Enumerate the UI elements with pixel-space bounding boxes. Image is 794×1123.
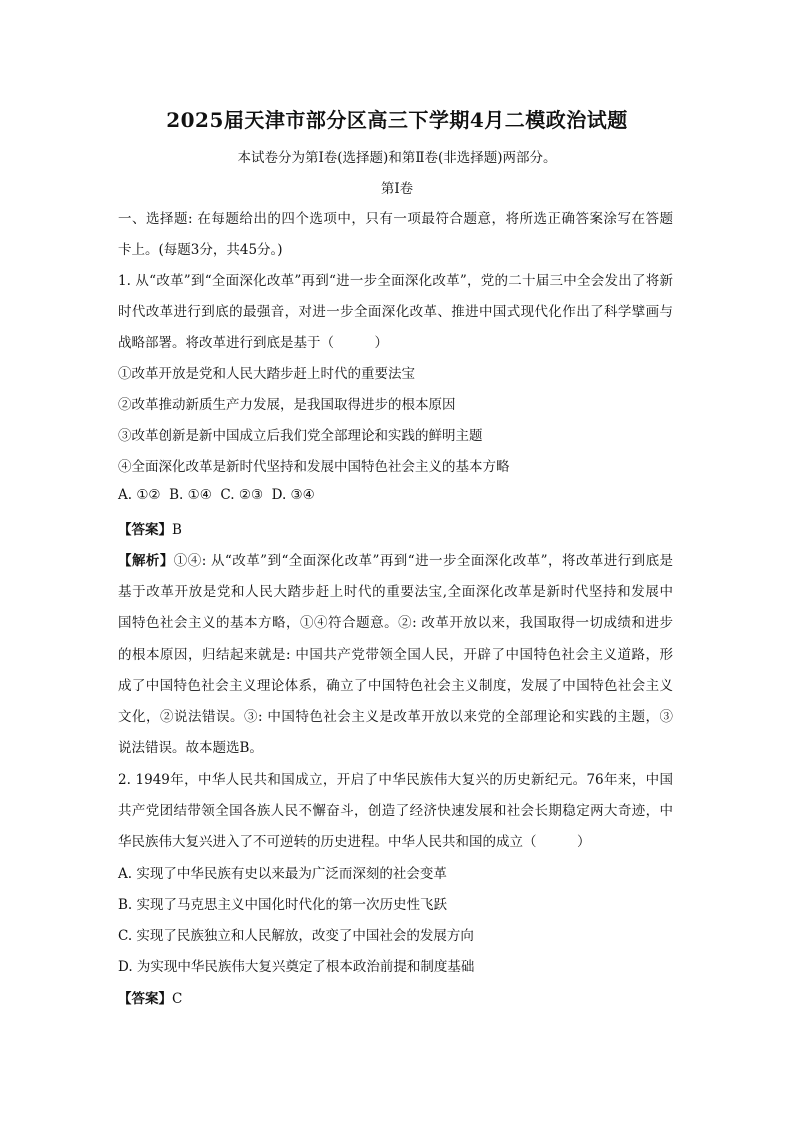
- instruction-line: 卡上。(每题3分，共45分。): [118, 242, 283, 258]
- question-2-option-c: C. 实现了民族独立和人民解放，改变了中国社会的发展方向: [118, 928, 474, 944]
- question-1-analysis-line: 文化，②说法错误。③: 中国特色社会主义是改革开放以来党的全部理论和实践的主题，③: [118, 709, 673, 725]
- question-1-item: ③改革创新是新中国成立后我们党全部理论和实践的鲜明主题: [118, 428, 483, 444]
- instruction-line: 一、选择题: 在每题给出的四个选项中，只有一项最符合题意，将所选正确答案涂写在答题: [118, 211, 673, 227]
- question-1-analysis-line: 成了中国特色社会主义理论体系，确立了中国特色社会主义制度，发展了中国特色社会主义: [118, 678, 673, 694]
- question-2-stem-line: 2. 1949年，中华人民共和国成立，开启了中华民族伟大复兴的历史新纪元。76年来，中国: [118, 772, 673, 788]
- question-2-option-b: B. 实现了马克思主义中国化时代化的第一次历史性飞跃: [118, 897, 448, 913]
- answer-value: B: [172, 522, 182, 538]
- question-1-item: ②改革推动新质生产力发展，是我国取得进步的根本原因: [118, 397, 456, 413]
- question-1-stem-line: 1. 从“改革”到“全面深化改革”再到“进一步全面深化改革”，党的二十届三中全会发出了将新: [118, 273, 673, 289]
- question-2-option-d: D. 为实现中华民族伟大复兴奠定了根本政治前提和制度基础: [118, 959, 475, 975]
- question-2-option-a: A. 实现了中华民族有史以来最为广泛而深刻的社会变革: [118, 866, 447, 882]
- analysis-label: 【解析】: [118, 553, 174, 569]
- question-1-analysis-line: [118, 549, 673, 569]
- answer-label: 【答案】: [118, 991, 172, 1007]
- question-1-item: ①改革开放是党和人民大踏步赶上时代的重要法宝: [118, 366, 415, 382]
- analysis-text: ①④: 从“改革”到“全面深化改革”再到“进一步全面深化改革”，将改革进行到底是: [173, 553, 674, 569]
- answer-value: C: [172, 991, 183, 1007]
- question-1-stem-line: 战略部署。将改革进行到底是基于（ ）: [118, 335, 388, 351]
- question-2-answer: [118, 987, 182, 1007]
- question-1-analysis-line: 国特色社会主义的基本方略，①④符合题意。②: 改革开放以来，我国取得一切成绩和进步: [118, 615, 673, 631]
- question-1-options: A. ①② B. ①④ C. ②③ D. ③④: [118, 487, 315, 503]
- question-1-item: ④全面深化改革是新时代坚持和发展中国特色社会主义的基本方略: [118, 459, 510, 475]
- question-2-stem-line: 华民族伟大复兴进入了不可逆转的历史进程。中华人民共和国的成立（ ）: [118, 834, 591, 850]
- question-2-stem-line: 共产党团结带领全国各族人民不懈奋斗，创造了经济快速发展和社会长期稳定两大奇迹，中: [118, 803, 673, 819]
- question-1-stem-line: 时代改革进行到底的最强音，对进一步全面深化改革、推进中国式现代化作出了科学擘画与: [118, 304, 673, 320]
- intro-text: 本试卷分为第Ⅰ卷(选择题)和第Ⅱ卷(非选择题)两部分。: [237, 150, 557, 166]
- question-1-analysis-line: 的根本原因，归结起来就是: 中国共产党带领全国人民，开辟了中国特色社会主义道路，形: [118, 647, 673, 663]
- answer-label: 【答案】: [118, 522, 172, 538]
- question-1-analysis-line: 说法错误。故本题选B。: [118, 740, 263, 756]
- page-title: 2025届天津市部分区高三下学期4月二模政治试题: [166, 108, 628, 132]
- section-heading: 第Ⅰ卷: [380, 181, 414, 197]
- question-1-answer: [118, 518, 182, 538]
- question-1-analysis-line: 基于改革开放是党和人民大踏步赶上时代的重要法宝,全面深化改革是新时代坚持和发展中: [118, 584, 673, 600]
